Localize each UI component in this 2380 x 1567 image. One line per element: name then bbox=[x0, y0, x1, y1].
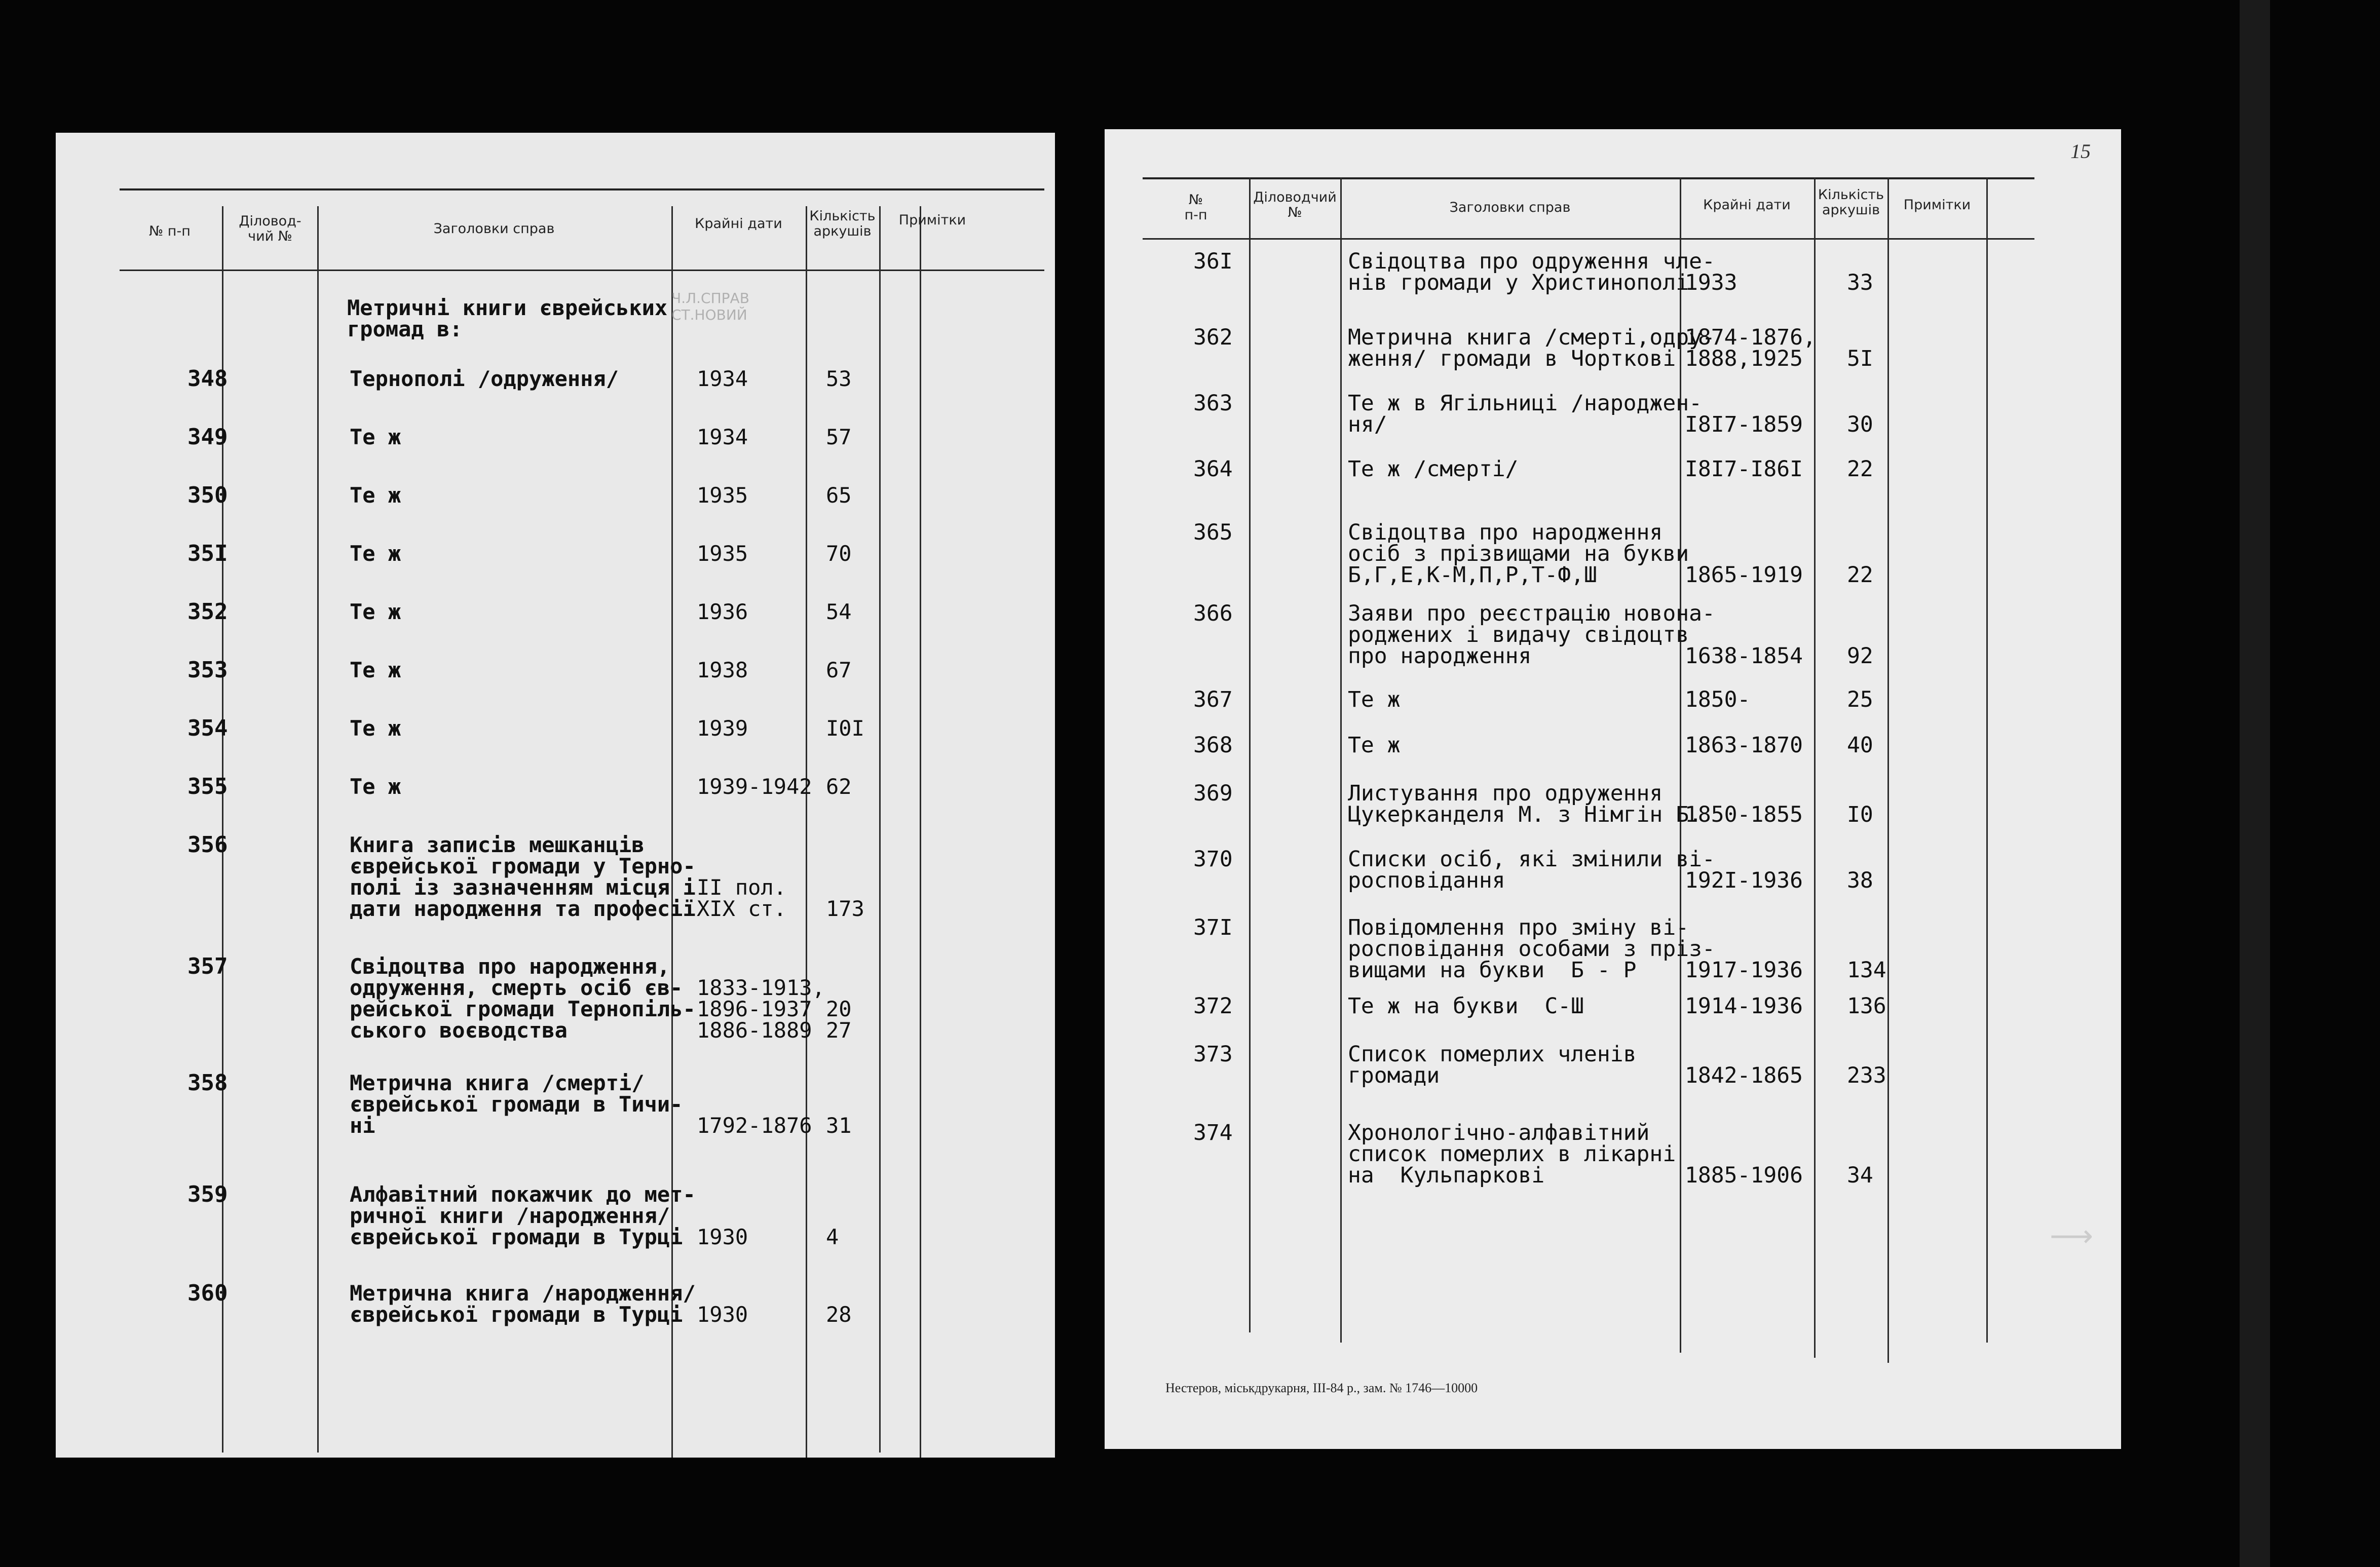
record-sheet-count: 20 27 bbox=[826, 997, 852, 1043]
record-title: Те ж bbox=[350, 541, 401, 566]
record-number: 357 bbox=[187, 953, 228, 979]
record-dates: 1935 bbox=[697, 483, 748, 508]
record-title: Те ж в Ягільниці /народжен- ня/ bbox=[1348, 391, 1702, 437]
col-divider-2 bbox=[317, 206, 319, 1453]
printer-footer: Нестеров, міськдрукарня, ІІІ-84 р., зам. № 1746—10000 bbox=[1165, 1381, 1478, 1395]
record-title: Те ж bbox=[350, 658, 401, 682]
record-title: Листування про одруження Цукерканделя М. з Німгін Б. bbox=[1348, 781, 1702, 827]
record-dates: 1930 bbox=[697, 1225, 748, 1249]
record-sheet-count: 38 bbox=[1847, 868, 1873, 893]
record-number: 367 bbox=[1193, 687, 1233, 712]
film-edge-strip bbox=[2240, 0, 2270, 1567]
record-title: Свідоцтва про народження осіб з прізвищами на букви Б,Г,Е,К-М,П,Р,Т-Ф,Ш bbox=[1348, 520, 1689, 588]
header-sheets: Кількість аркушів bbox=[1818, 187, 1884, 218]
header-office: Діловодчий № bbox=[1253, 189, 1337, 220]
faint-stamp: Ч.Л.СПРАВ СТ.НОВИЙ bbox=[671, 290, 749, 323]
record-dates: 1850-1855 bbox=[1685, 802, 1803, 827]
record-number: 373 bbox=[1193, 1042, 1233, 1067]
record-sheet-count: 33 bbox=[1847, 270, 1873, 295]
record-sheet-count: I0 bbox=[1847, 802, 1873, 827]
record-number: 360 bbox=[187, 1280, 228, 1306]
record-dates: 1638-1854 bbox=[1685, 643, 1803, 669]
record-title: Свідоцтва про одруження чле- нів громади у Христинополі bbox=[1348, 249, 1715, 295]
record-dates: I8I7-1859 bbox=[1685, 412, 1803, 437]
header-notes: Примітки bbox=[1903, 197, 1971, 213]
record-title: Тернополі /одруження/ bbox=[350, 366, 619, 391]
record-dates: 1865-1919 bbox=[1685, 562, 1803, 588]
record-number: 37I bbox=[1193, 915, 1233, 940]
record-number: 368 bbox=[1193, 733, 1233, 758]
record-number: 370 bbox=[1193, 847, 1233, 872]
record-sheet-count: 134 bbox=[1847, 958, 1886, 983]
header-sheets: Кількість аркушів bbox=[809, 208, 876, 239]
record-sheet-count: 173 bbox=[826, 896, 864, 921]
record-dates: 1939 bbox=[697, 716, 748, 741]
record-number: 362 bbox=[1193, 325, 1233, 350]
record-number: 365 bbox=[1193, 520, 1233, 545]
record-dates: 1935 bbox=[697, 541, 748, 566]
record-sheet-count: 62 bbox=[826, 774, 852, 799]
record-dates: I8I7-I86I bbox=[1685, 456, 1803, 482]
record-number: 363 bbox=[1193, 391, 1233, 416]
record-sheet-count: 25 bbox=[1847, 687, 1873, 712]
col-divider-4 bbox=[806, 206, 807, 1458]
record-dates: 1833-1913, 1896-1937 1886-1889 bbox=[697, 975, 825, 1043]
record-number: 354 bbox=[187, 715, 228, 741]
record-dates: 1842-1865 bbox=[1685, 1063, 1803, 1088]
record-title: Списки осіб, які змінили ві- росповідання bbox=[1348, 847, 1715, 893]
record-dates: 1933 bbox=[1685, 270, 1737, 295]
record-sheet-count: I0I bbox=[826, 716, 864, 741]
record-sheet-count: 4 bbox=[826, 1225, 839, 1249]
record-sheet-count: 30 bbox=[1847, 412, 1873, 437]
record-sheet-count: 136 bbox=[1847, 993, 1886, 1019]
record-sheet-count: 5I bbox=[1847, 346, 1873, 371]
record-number: 364 bbox=[1193, 456, 1233, 482]
record-dates: 1885-1906 bbox=[1685, 1163, 1803, 1188]
record-number: 355 bbox=[187, 774, 228, 799]
record-number: 36I bbox=[1193, 249, 1233, 274]
record-title: Те ж bbox=[350, 716, 401, 741]
col-divider-6 bbox=[920, 206, 921, 1458]
record-dates: 1939-1942 bbox=[697, 774, 812, 799]
header-top-rule bbox=[120, 188, 1044, 190]
record-dates: 1936 bbox=[697, 599, 748, 624]
record-number: 35I bbox=[187, 541, 228, 566]
record-dates: 1914-1936 bbox=[1685, 993, 1803, 1019]
header-num: № п-п bbox=[1184, 192, 1207, 223]
header-title: Заголовки справ bbox=[1449, 200, 1571, 215]
header-office: Діловод- чий № bbox=[239, 213, 301, 244]
record-dates: 1874-1876, 1888,1925 bbox=[1685, 325, 1816, 371]
record-sheet-count: 28 bbox=[826, 1302, 852, 1327]
record-dates: 192I-1936 bbox=[1685, 868, 1803, 893]
record-title: Список померлих членів громади bbox=[1348, 1042, 1637, 1088]
record-dates: 1850- bbox=[1685, 687, 1751, 712]
record-title: Те ж bbox=[350, 483, 401, 508]
record-title: Метрична книга /смерті,одру- ження/ громади в Чорткові bbox=[1348, 325, 1715, 371]
col-divider-1 bbox=[1249, 177, 1251, 1332]
col-divider-2 bbox=[1340, 177, 1342, 1343]
section-title: Метричні книги єврейських громад в: bbox=[347, 295, 668, 341]
col-divider-6 bbox=[1986, 177, 1988, 1343]
record-title: Заяви про реєстрацію новона- роджених і видачу свідоцтв про народження bbox=[1348, 601, 1715, 669]
record-number: 369 bbox=[1193, 781, 1233, 806]
header-num: № п-п bbox=[149, 223, 191, 239]
record-title: Свідоцтва про народження, одруження, смерть осіб єв- рейської громади Тернопіль- ського воєводства bbox=[350, 954, 696, 1043]
record-sheet-count: 70 bbox=[826, 541, 852, 566]
record-sheet-count: 22 bbox=[1847, 562, 1873, 588]
col-divider-5 bbox=[879, 206, 881, 1453]
col-divider-1 bbox=[222, 206, 223, 1453]
record-title: Книга записів мешканців єврейської громади у Терно- полі із зазначенням місця і дати народження та професії bbox=[350, 832, 696, 921]
header-bottom-rule bbox=[1143, 238, 2034, 240]
record-sheet-count: 40 bbox=[1847, 733, 1873, 758]
record-sheet-count: 31 bbox=[826, 1113, 852, 1138]
record-title: Те ж /смерті/ bbox=[1348, 456, 1519, 482]
header-bottom-rule bbox=[120, 270, 1044, 271]
record-number: 372 bbox=[1193, 993, 1233, 1019]
record-number: 359 bbox=[187, 1181, 228, 1207]
arrow-icon: ⟶ bbox=[2050, 1218, 2094, 1254]
col-divider-5 bbox=[1887, 177, 1889, 1363]
record-sheet-count: 34 bbox=[1847, 1163, 1873, 1188]
record-title: Хронологічно-алфавітний список померлих в лікарні на Кульпаркові bbox=[1348, 1120, 1676, 1188]
record-dates: 1934 bbox=[697, 366, 748, 391]
record-dates: 1934 bbox=[697, 425, 748, 449]
record-sheet-count: 22 bbox=[1847, 456, 1873, 482]
header-title: Заголовки справ bbox=[433, 221, 555, 237]
record-title: Те ж bbox=[350, 774, 401, 799]
record-number: 358 bbox=[187, 1070, 228, 1096]
record-title: Те ж на букви С-Ш bbox=[1348, 993, 1584, 1019]
record-dates: II пол. XIX ст. bbox=[697, 875, 787, 921]
record-dates: 1917-1936 bbox=[1685, 958, 1803, 983]
record-sheet-count: 233 bbox=[1847, 1063, 1886, 1088]
right-page bbox=[1105, 129, 2121, 1449]
record-sheet-count: 53 bbox=[826, 366, 852, 391]
record-sheet-count: 54 bbox=[826, 599, 852, 624]
record-number: 350 bbox=[187, 482, 228, 508]
record-number: 353 bbox=[187, 657, 228, 683]
record-number: 366 bbox=[1193, 601, 1233, 626]
record-sheet-count: 92 bbox=[1847, 643, 1873, 669]
record-number: 349 bbox=[187, 424, 228, 450]
record-title: Повідомлення про зміну ві- росповідання особами з пріз- вищами на букви Б - Р bbox=[1348, 915, 1715, 983]
record-number: 356 bbox=[187, 832, 228, 858]
col-divider-3 bbox=[671, 206, 673, 1458]
record-sheet-count: 65 bbox=[826, 483, 852, 508]
record-title: Те ж bbox=[1348, 733, 1401, 758]
record-title: Метрична книга /смерті/ єврейської громади в Тичи- ні bbox=[350, 1071, 683, 1138]
record-title: Те ж bbox=[350, 425, 401, 449]
record-dates: 1930 bbox=[697, 1302, 748, 1327]
record-sheet-count: 67 bbox=[826, 658, 852, 682]
record-number: 348 bbox=[187, 366, 228, 392]
record-title: Те ж bbox=[1348, 687, 1401, 712]
record-title: Алфавітний покажчик до мет- ричної книги /народження/ єврейської громади в Турці bbox=[350, 1182, 696, 1249]
left-page bbox=[56, 133, 1055, 1458]
header-dates: Крайні дати bbox=[695, 216, 782, 232]
header-notes: Примітки bbox=[898, 212, 966, 228]
record-title: Метрична книга /народження/ єврейської громади в Турці bbox=[350, 1281, 696, 1327]
record-dates: 1863-1870 bbox=[1685, 733, 1803, 758]
record-dates: 1938 bbox=[697, 658, 748, 682]
record-dates: 1792-1876 bbox=[697, 1113, 812, 1138]
record-title: Те ж bbox=[350, 599, 401, 624]
header-top-rule bbox=[1143, 177, 2034, 179]
record-number: 374 bbox=[1193, 1120, 1233, 1145]
record-number: 352 bbox=[187, 599, 228, 625]
record-sheet-count: 57 bbox=[826, 425, 852, 449]
page-number: 15 bbox=[2070, 140, 2091, 163]
header-dates: Крайні дати bbox=[1703, 197, 1791, 213]
